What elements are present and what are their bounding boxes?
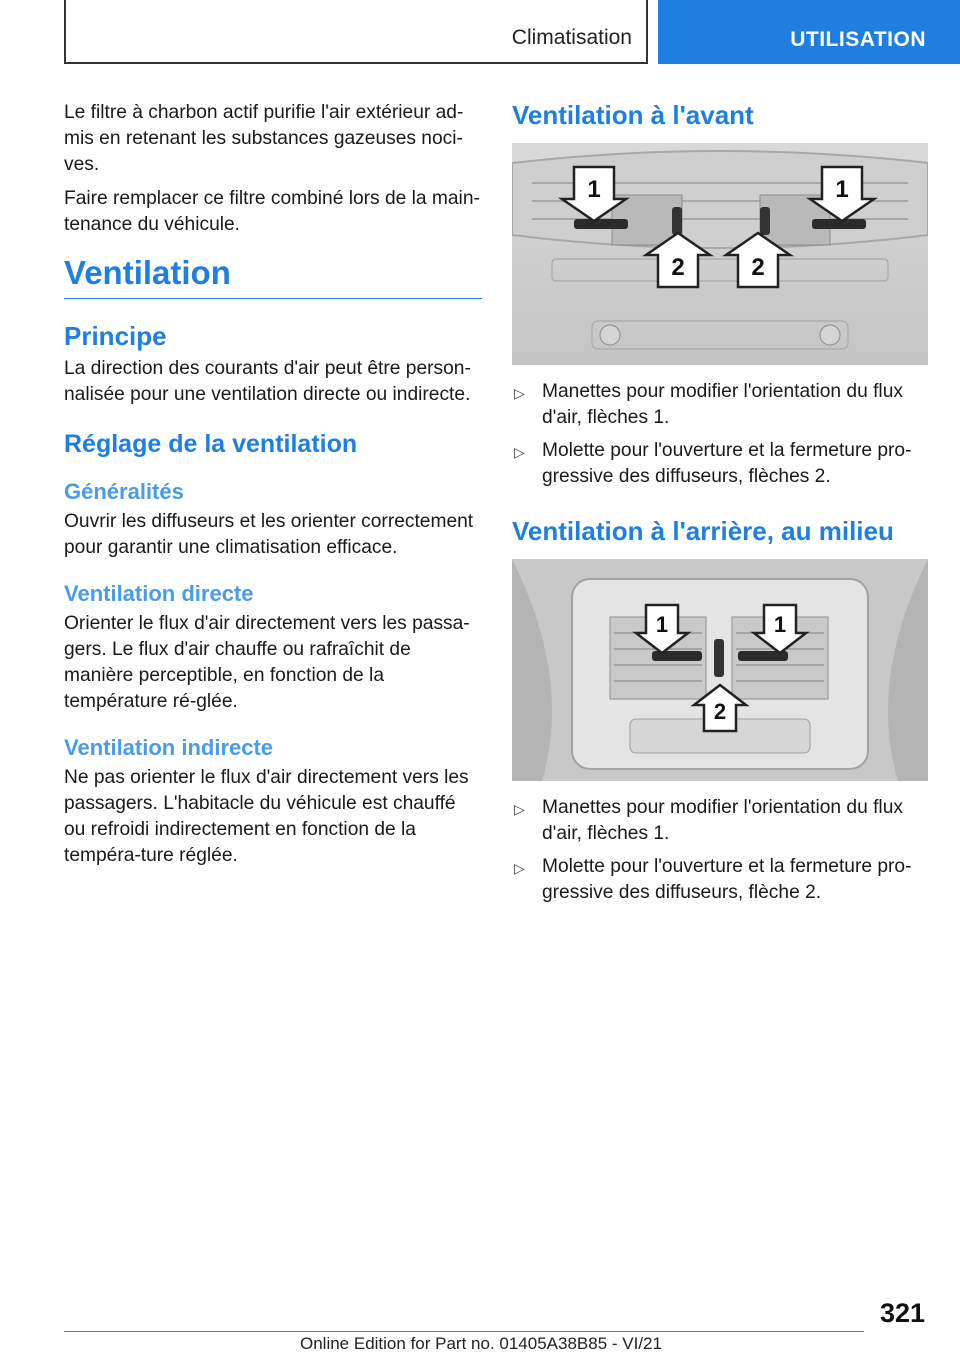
footer-divider [64,1331,864,1332]
figure-label-2-right: 2 [751,254,765,281]
arriere-list [512,795,928,906]
list-item: ▷ Molette pour l'ouverture et la fermeture pro-gressive des diffuseurs, flèche 2. [514,856,912,903]
list-item: ▷ Manettes pour modifier l'orientation du flux d'air, flèches 1. [514,381,903,428]
subsection-title-arriere: Ventilation à l'arrière, au milieu [512,516,894,546]
figure-label-1-right: 1 [835,176,849,203]
section-title-ventilation: Ventilation [64,254,482,299]
rear-vents-photo [512,559,928,781]
intro-paragraph-1: Le filtre à charbon actif purifie l'air extérieur ad-mis en retenant les substances gazeuses noci-ves. [64,102,464,175]
generalites-paragraph: Ouvrir les diffuseurs et les orienter correctement pour garantir une climatisation efficace. [64,511,474,558]
footer-edition-text: Online Edition for Part no. 01405A38B85 - VI/21 [300,1334,662,1353]
triangle-bullet-icon: ▷ [514,860,525,876]
running-header-section-box [64,0,648,64]
running-header-section: Climatisation [511,26,632,49]
rear-figure-label-1-right: 1 [773,612,787,637]
subsection-title-avant: Ventilation à l'avant [512,100,754,130]
heading-ventilation-directe: Ventilation directe [64,581,254,606]
right-column [512,100,928,913]
principe-paragraph: La direction des courants d'air peut être person-nalisée pour une ventilation directe ou indirecte. [64,358,471,405]
rear-figure-label-2: 2 [713,699,727,724]
heading-ventilation-indirecte: Ventilation indirecte [64,735,274,760]
triangle-bullet-icon: ▷ [514,444,525,460]
page-number: 321 [879,1298,925,1328]
heading-generalites: Généralités [64,479,184,504]
rear-figure-label-1-left: 1 [655,612,669,637]
avant-list [512,379,928,490]
ventilation-directe-paragraph: Orienter le flux d'air directement vers les passa-gers. Le flux d'air chauffe ou rafraîchit de manière perceptible, en fonction de la température ré-glée. [64,613,470,712]
list-item: ▷ Molette pour l'ouverture et la fermeture pro-gressive des diffuseurs, flèches 2. [514,440,912,487]
intro-paragraph-2: Faire remplacer ce filtre combiné lors de la main-tenance du véhicule. [64,188,480,235]
triangle-bullet-icon: ▷ [514,385,525,401]
left-column [64,100,482,877]
front-vents-photo [512,143,928,365]
triangle-bullet-icon: ▷ [514,801,525,817]
subsection-title-reglage: Réglage de la ventilation [64,430,358,458]
running-header-chapter: UTILISATION [790,28,926,51]
list-item: ▷ Manettes pour modifier l'orientation du flux d'air, flèches 1. [514,797,903,844]
figure-label-2-left: 2 [671,254,685,281]
subsection-title-principe: Principe [64,321,167,351]
running-header-chapter-tab [658,0,960,64]
figure-label-1-left: 1 [587,176,601,203]
ventilation-indirecte-paragraph: Ne pas orienter le flux d'air directement vers les passagers. L'habitacle du véhicule est chauffé ou refroidi indirectement en fonction de la tempéra-ture réglée. [64,767,469,866]
